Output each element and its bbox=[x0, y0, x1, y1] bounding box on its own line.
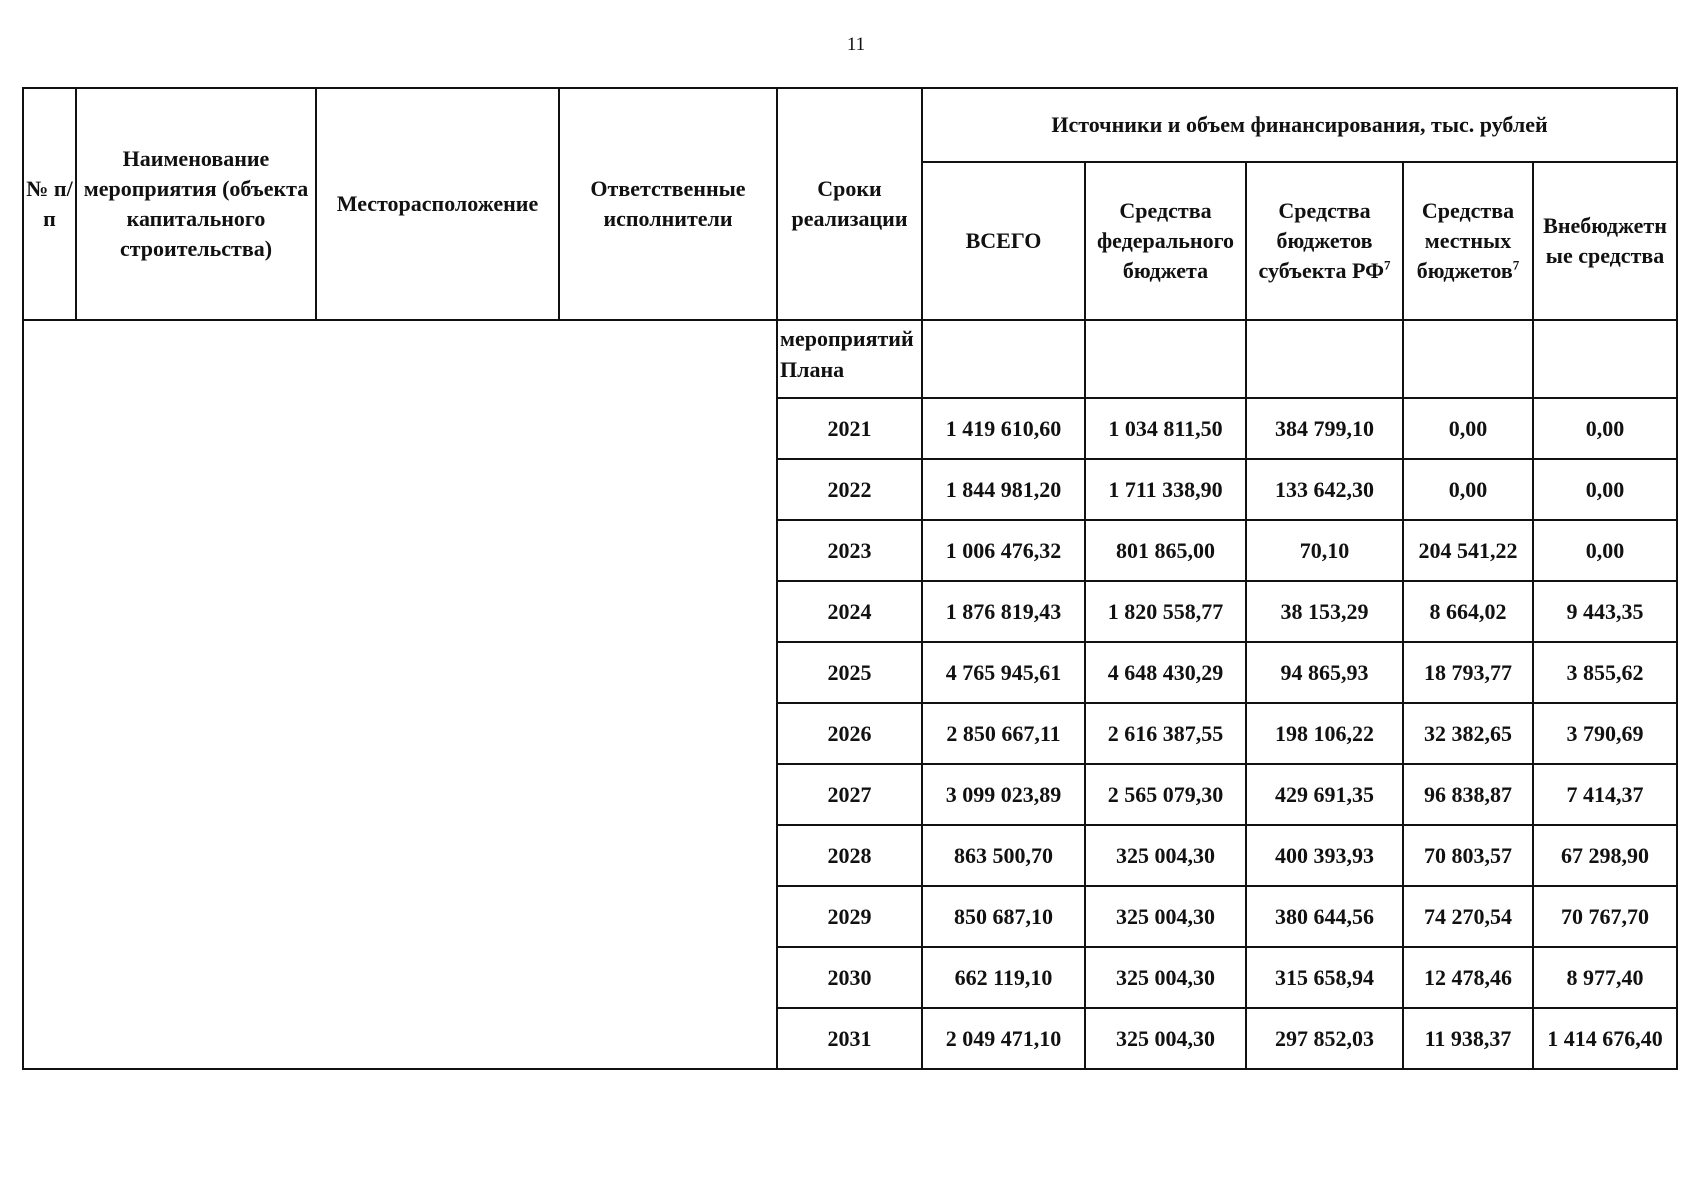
cell-federal: 2 616 387,55 bbox=[1085, 703, 1246, 764]
cell-year: 2024 bbox=[777, 581, 922, 642]
cell-local: 0,00 bbox=[1403, 459, 1533, 520]
header-regional-label: Средства бюджетов субъекта РФ bbox=[1258, 198, 1384, 283]
cell-total: 2 850 667,11 bbox=[922, 703, 1085, 764]
cell-federal: 4 648 430,29 bbox=[1085, 642, 1246, 703]
cell-regional: 133 642,30 bbox=[1246, 459, 1403, 520]
cell-federal: 1 820 558,77 bbox=[1085, 581, 1246, 642]
cell-year: 2021 bbox=[777, 398, 922, 459]
cell-local: 18 793,77 bbox=[1403, 642, 1533, 703]
cell-federal: 325 004,30 bbox=[1085, 947, 1246, 1008]
cell-regional: 315 658,94 bbox=[1246, 947, 1403, 1008]
cell-local: 204 541,22 bbox=[1403, 520, 1533, 581]
cell-extrabudget: 0,00 bbox=[1533, 398, 1677, 459]
plan-empty-cell bbox=[1403, 320, 1533, 398]
header-local-label: Средства местных бюджетов bbox=[1416, 198, 1515, 283]
cell-year: 2026 bbox=[777, 703, 922, 764]
cell-extrabudget: 0,00 bbox=[1533, 520, 1677, 581]
cell-extrabudget: 3 855,62 bbox=[1533, 642, 1677, 703]
header-regional bbox=[1246, 162, 1403, 320]
header-local bbox=[1403, 162, 1533, 320]
cell-regional: 429 691,35 bbox=[1246, 764, 1403, 825]
cell-total: 1 419 610,60 bbox=[922, 398, 1085, 459]
cell-extrabudget: 9 443,35 bbox=[1533, 581, 1677, 642]
cell-total: 1 844 981,20 bbox=[922, 459, 1085, 520]
cell-regional: 94 865,93 bbox=[1246, 642, 1403, 703]
cell-local: 70 803,57 bbox=[1403, 825, 1533, 886]
header-location: Месторасположение bbox=[316, 88, 559, 320]
cell-regional: 380 644,56 bbox=[1246, 886, 1403, 947]
header-local-footnote: 7 bbox=[1512, 257, 1520, 273]
cell-extrabudget: 70 767,70 bbox=[1533, 886, 1677, 947]
cell-extrabudget: 8 977,40 bbox=[1533, 947, 1677, 1008]
cell-local: 0,00 bbox=[1403, 398, 1533, 459]
cell-year: 2029 bbox=[777, 886, 922, 947]
cell-total: 662 119,10 bbox=[922, 947, 1085, 1008]
cell-local: 96 838,87 bbox=[1403, 764, 1533, 825]
cell-local: 11 938,37 bbox=[1403, 1008, 1533, 1069]
cell-regional: 198 106,22 bbox=[1246, 703, 1403, 764]
header-extrabudget: Внебюджетные средства bbox=[1533, 162, 1677, 320]
cell-federal: 801 865,00 bbox=[1085, 520, 1246, 581]
header-sources-group: Источники и объем финансирования, тыс. рублей bbox=[922, 88, 1677, 162]
financing-table bbox=[22, 87, 1678, 1070]
cell-total: 1 876 819,43 bbox=[922, 581, 1085, 642]
cell-federal: 1 711 338,90 bbox=[1085, 459, 1246, 520]
plan-empty-cell bbox=[1085, 320, 1246, 398]
cell-extrabudget: 1 414 676,40 bbox=[1533, 1008, 1677, 1069]
cell-local: 32 382,65 bbox=[1403, 703, 1533, 764]
cell-total: 850 687,10 bbox=[922, 886, 1085, 947]
cell-year: 2028 bbox=[777, 825, 922, 886]
cell-regional: 70,10 bbox=[1246, 520, 1403, 581]
cell-regional: 400 393,93 bbox=[1246, 825, 1403, 886]
header-total: ВСЕГО bbox=[922, 162, 1085, 320]
plan-row bbox=[23, 320, 1677, 398]
plan-label: мероприятий Плана bbox=[777, 320, 922, 398]
cell-year: 2031 bbox=[777, 1008, 922, 1069]
cell-year: 2023 bbox=[777, 520, 922, 581]
plan-empty-cell bbox=[1533, 320, 1677, 398]
cell-federal: 325 004,30 bbox=[1085, 886, 1246, 947]
cell-total: 3 099 023,89 bbox=[922, 764, 1085, 825]
cell-year: 2025 bbox=[777, 642, 922, 703]
cell-extrabudget: 3 790,69 bbox=[1533, 703, 1677, 764]
cell-regional: 38 153,29 bbox=[1246, 581, 1403, 642]
header-terms: Сроки реализации bbox=[777, 88, 922, 320]
plan-empty-cell bbox=[1246, 320, 1403, 398]
cell-year: 2027 bbox=[777, 764, 922, 825]
cell-regional: 297 852,03 bbox=[1246, 1008, 1403, 1069]
cell-federal: 325 004,30 bbox=[1085, 825, 1246, 886]
cell-local: 74 270,54 bbox=[1403, 886, 1533, 947]
page-number: 11 bbox=[846, 34, 866, 55]
cell-total: 1 006 476,32 bbox=[922, 520, 1085, 581]
cell-regional: 384 799,10 bbox=[1246, 398, 1403, 459]
header-regional-footnote: 7 bbox=[1383, 257, 1391, 273]
header-name: Наименование мероприятия (объекта капитального строительства) bbox=[76, 88, 316, 320]
plan-empty-cell bbox=[922, 320, 1085, 398]
cell-total: 863 500,70 bbox=[922, 825, 1085, 886]
cell-federal: 325 004,30 bbox=[1085, 1008, 1246, 1069]
cell-local: 8 664,02 bbox=[1403, 581, 1533, 642]
header-federal: Средства федерального бюджета bbox=[1085, 162, 1246, 320]
cell-extrabudget: 7 414,37 bbox=[1533, 764, 1677, 825]
cell-extrabudget: 67 298,90 bbox=[1533, 825, 1677, 886]
header-responsible: Ответственные исполнители bbox=[559, 88, 777, 320]
table-body bbox=[23, 320, 1677, 1069]
header-num: № п/п bbox=[23, 88, 76, 320]
cell-year: 2022 bbox=[777, 459, 922, 520]
cell-federal: 2 565 079,30 bbox=[1085, 764, 1246, 825]
cell-total: 2 049 471,10 bbox=[922, 1008, 1085, 1069]
cell-federal: 1 034 811,50 bbox=[1085, 398, 1246, 459]
cell-extrabudget: 0,00 bbox=[1533, 459, 1677, 520]
cell-year: 2030 bbox=[777, 947, 922, 1008]
cell-local: 12 478,46 bbox=[1403, 947, 1533, 1008]
merged-blank-cell bbox=[23, 320, 777, 1069]
cell-total: 4 765 945,61 bbox=[922, 642, 1085, 703]
table-header bbox=[23, 88, 1677, 320]
